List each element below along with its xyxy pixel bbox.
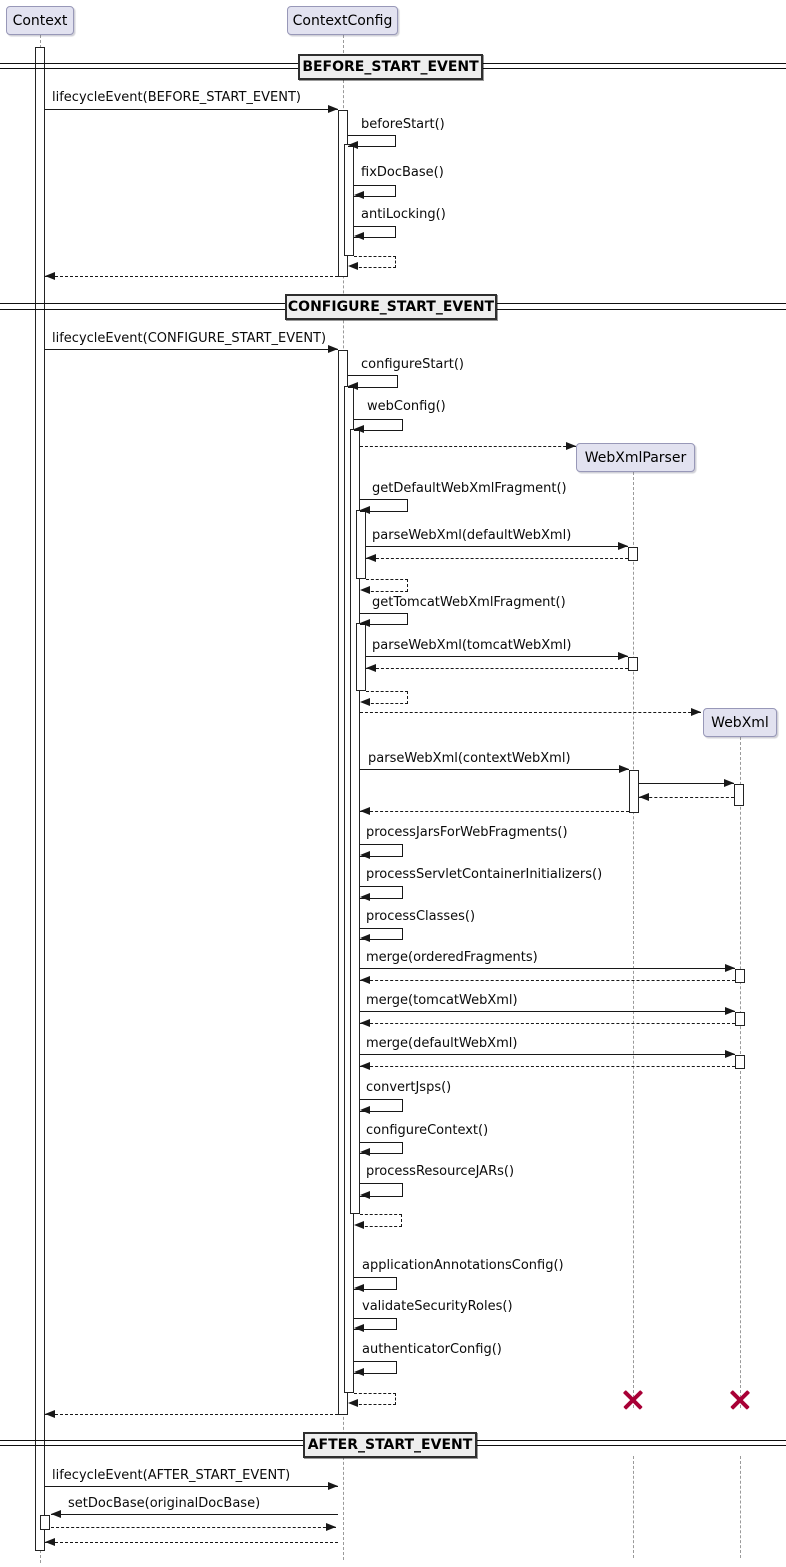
message-label-lifecycleevent-before-start-event: lifecycleEvent(BEFORE_START_EVENT) xyxy=(52,90,301,105)
self-return-arrow xyxy=(366,579,408,592)
arrowhead xyxy=(360,851,370,859)
activation-bar-parser-parse-default xyxy=(628,547,638,561)
webxml-lifeline xyxy=(740,737,741,1408)
self-return-arrow xyxy=(354,256,396,268)
message-label-parsewebxml-contextwebxml: parseWebXml(contextWebXml) xyxy=(368,751,571,766)
return-arrow-line xyxy=(360,980,735,981)
arrowhead xyxy=(45,1538,55,1546)
return-arrow-line xyxy=(360,712,701,713)
message-label-lifecycleevent-after-start-event: lifecycleEvent(AFTER_START_EVENT) xyxy=(52,1468,291,1483)
destroy-x-icon xyxy=(621,1388,645,1412)
participant-contextconfig xyxy=(287,6,398,35)
arrowhead xyxy=(354,1324,364,1332)
activation-bar-parser-parse-tomcat xyxy=(628,657,638,671)
message-label-merge-defaultwebxml: merge(defaultWebXml) xyxy=(366,1036,518,1051)
return-arrow-line xyxy=(45,276,338,277)
arrowhead xyxy=(354,1284,364,1292)
return-arrow-line xyxy=(366,558,628,559)
self-return-arrow xyxy=(354,1393,396,1405)
self-call-label-webconfig: webConfig() xyxy=(367,399,446,414)
message-merge-tomcatwebxml-line xyxy=(360,1011,735,1012)
arrowhead xyxy=(360,1062,370,1070)
arrowhead xyxy=(348,141,358,149)
message-setdocbase-originaldocbase-line xyxy=(51,1514,338,1515)
activation-bar-parser-parse-context xyxy=(629,770,639,813)
self-call-label-fixdocbase: fixDocBase() xyxy=(361,165,444,180)
arrowhead xyxy=(639,793,649,801)
self-call-label-configurestart: configureStart() xyxy=(361,357,464,372)
divider-label: BEFORE_START_EVENT xyxy=(302,59,479,75)
self-return-arrow xyxy=(360,1214,402,1227)
arrowhead xyxy=(354,232,364,240)
arrowhead xyxy=(360,976,370,984)
self-call-label-authenticatorconfig: authenticatorConfig() xyxy=(362,1342,502,1357)
message-lifecycleevent-after-start-event-line xyxy=(45,1486,338,1487)
arrowhead xyxy=(360,1148,370,1156)
self-call-label-getdefaultwebxmlfragment: getDefaultWebXmlFragment() xyxy=(372,481,567,496)
self-call-label-configurecontext: configureContext() xyxy=(366,1123,489,1138)
self-call-label-beforestart: beforeStart() xyxy=(361,117,445,132)
return-arrow-line xyxy=(639,783,734,784)
participant-webxmlparser xyxy=(576,443,695,472)
webxmlparser-lifeline xyxy=(633,472,634,1408)
self-call-label-convertjsps: convertJsps() xyxy=(366,1080,452,1095)
message-parsewebxml-contextwebxml-line xyxy=(360,769,629,770)
message-label-parsewebxml-tomcatwebxml: parseWebXml(tomcatWebXml) xyxy=(372,638,572,653)
message-label-merge-orderedfragments: merge(orderedFragments) xyxy=(366,950,538,965)
self-call-label-processjarsforwebfragments: processJarsForWebFragments() xyxy=(366,825,568,840)
arrowhead xyxy=(328,1482,338,1490)
message-merge-orderedfragments-line xyxy=(360,968,735,969)
arrowhead xyxy=(691,708,701,716)
participant-context xyxy=(6,6,74,35)
arrowhead xyxy=(360,1191,370,1199)
participant-label: ContextConfig xyxy=(292,12,393,29)
self-call-label-applicationannotationsconfig: applicationAnnotationsConfig() xyxy=(362,1258,564,1273)
participant-webxml xyxy=(703,708,777,737)
activation-bar-context-main xyxy=(35,47,45,1551)
self-call-label-antilocking: antiLocking() xyxy=(361,207,446,222)
arrowhead xyxy=(354,191,364,199)
arrowhead xyxy=(360,807,370,815)
arrowhead xyxy=(354,425,364,433)
activation-bar-webxml-merge-default xyxy=(735,1055,745,1069)
activation-bar-webxml-parse-context xyxy=(734,784,744,806)
self-call-label-processclasses: processClasses() xyxy=(366,909,476,924)
arrowhead xyxy=(45,1410,55,1418)
arrowhead xyxy=(348,382,358,390)
activation-bar-webxml-merge-tomcat xyxy=(735,1012,745,1026)
activation-bar-context-setdocbase xyxy=(40,1515,50,1530)
arrowhead xyxy=(725,1007,735,1015)
divider-configure-start-event xyxy=(285,294,497,320)
message-lifecycleevent-before-start-event-line xyxy=(45,109,338,110)
webxmlparser-lifeline-2 xyxy=(633,1456,634,1558)
arrowhead xyxy=(619,765,629,773)
webxml-lifeline-2 xyxy=(740,1456,741,1558)
arrowhead xyxy=(618,542,628,550)
divider-before-start-event xyxy=(298,54,483,80)
arrowhead xyxy=(328,345,338,353)
arrowhead xyxy=(360,698,370,706)
arrowhead xyxy=(360,934,370,942)
self-call-label-validatesecurityroles: validateSecurityRoles() xyxy=(362,1299,513,1314)
return-arrow-line xyxy=(360,1066,735,1067)
arrowhead xyxy=(360,619,370,627)
arrowhead xyxy=(366,554,376,562)
activation-bar-cc-before-2 xyxy=(344,144,354,256)
arrowhead xyxy=(618,652,628,660)
activation-bar-webxml-merge-ordered xyxy=(735,969,745,983)
arrowhead xyxy=(326,1523,336,1531)
arrowhead xyxy=(348,1399,358,1407)
divider-after-start-event xyxy=(303,1432,477,1458)
message-label-parsewebxml-defaultwebxml: parseWebXml(defaultWebXml) xyxy=(372,528,572,543)
arrowhead xyxy=(45,272,55,280)
arrowhead xyxy=(725,1050,735,1058)
message-parsewebxml-defaultwebxml-line xyxy=(366,546,628,547)
return-arrow-line xyxy=(51,1527,336,1528)
arrowhead xyxy=(354,1368,364,1376)
activation-bar-cc-getdefaultfragment xyxy=(356,510,366,579)
arrowhead xyxy=(724,779,734,787)
arrowhead xyxy=(354,1221,364,1229)
arrowhead xyxy=(360,893,370,901)
arrowhead xyxy=(360,506,370,514)
arrowhead xyxy=(360,586,370,594)
message-label-merge-tomcatwebxml: merge(tomcatWebXml) xyxy=(366,993,518,1008)
arrowhead xyxy=(328,105,338,113)
return-arrow-line xyxy=(639,797,734,798)
divider-label: AFTER_START_EVENT xyxy=(307,1437,473,1453)
arrowhead xyxy=(348,262,358,270)
return-arrow-line xyxy=(366,668,628,669)
participant-label: WebXml xyxy=(711,714,769,731)
arrowhead xyxy=(566,442,576,450)
arrowhead xyxy=(366,664,376,672)
return-arrow-line xyxy=(45,1414,338,1415)
message-merge-defaultwebxml-line xyxy=(360,1054,735,1055)
message-label-lifecycleevent-configure-start-event: lifecycleEvent(CONFIGURE_START_EVENT) xyxy=(52,331,327,346)
divider-label: CONFIGURE_START_EVENT xyxy=(287,299,495,315)
return-arrow-line xyxy=(360,811,629,812)
return-arrow-line xyxy=(45,1542,338,1543)
arrowhead xyxy=(725,964,735,972)
arrowhead xyxy=(360,1019,370,1027)
arrowhead xyxy=(51,1510,61,1518)
participant-label: WebXmlParser xyxy=(584,449,687,466)
destroy-x-icon xyxy=(728,1388,752,1412)
activation-bar-cc-gettomcatfragment xyxy=(356,623,366,691)
self-call-label-gettomcatwebxmlfragment: getTomcatWebXmlFragment() xyxy=(372,595,566,610)
return-arrow-line xyxy=(360,1023,735,1024)
self-call-label-processservletcontainerinitializers: processServletContainerInitializers() xyxy=(366,867,603,882)
message-label-setdocbase-originaldocbase: setDocBase(originalDocBase) xyxy=(68,1496,261,1511)
self-return-arrow xyxy=(366,691,408,704)
message-lifecycleevent-configure-start-event-line xyxy=(45,349,338,350)
message-parsewebxml-tomcatwebxml-line xyxy=(366,656,628,657)
participant-label: Context xyxy=(12,12,68,29)
self-call-label-processresourcejars: processResourceJARs() xyxy=(366,1164,515,1179)
arrowhead xyxy=(360,1106,370,1114)
return-arrow-line xyxy=(360,446,576,447)
